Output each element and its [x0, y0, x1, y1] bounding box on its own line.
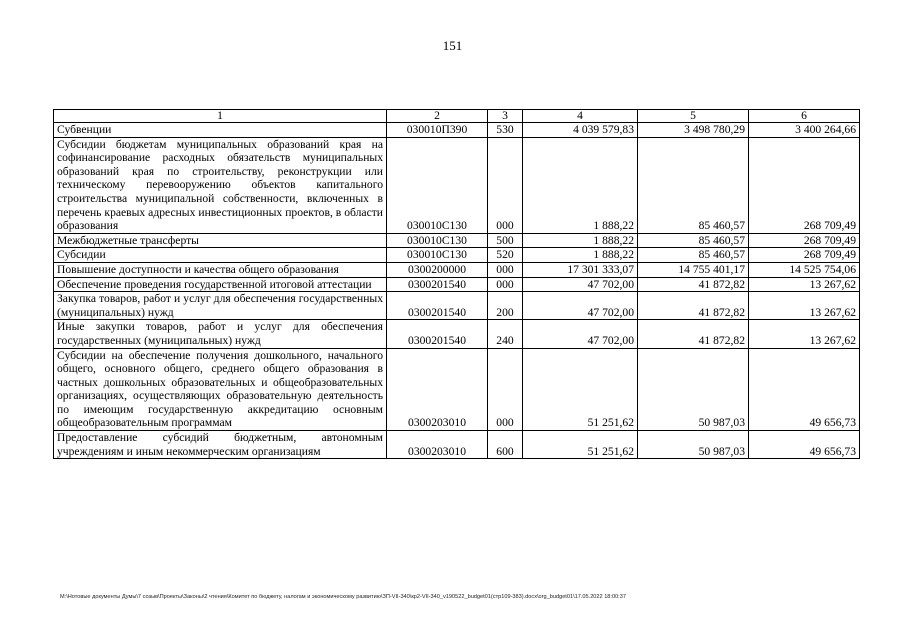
row-expense-type: 520 — [488, 248, 523, 263]
budget-table — [53, 109, 860, 459]
row-name: Субсидии на обеспечение получения дошкольного, начального общего, основного общего, среднего общего образования в частных дошкольных образовательных и общеобразовательных организациях, осуществляющих образовательную деятельность по имеющим государственную аккредитацию основным общеобразовательным программам — [54, 348, 387, 431]
row-code: 0300200000 — [387, 262, 488, 277]
row-value-col6: 268 709,49 — [749, 233, 860, 248]
row-expense-type: 200 — [488, 292, 523, 320]
row-name: Повышение доступности и качества общего образования — [54, 262, 387, 277]
row-value-col4: 1 888,22 — [523, 248, 638, 263]
row-code: 030010С130 — [387, 233, 488, 248]
table-row — [54, 320, 860, 348]
row-value-col5: 85 460,57 — [638, 137, 749, 233]
row-value-col4: 51 251,62 — [523, 431, 638, 459]
row-value-col6: 49 656,73 — [749, 431, 860, 459]
row-value-col4: 17 301 333,07 — [523, 262, 638, 277]
row-value-col6: 13 267,62 — [749, 277, 860, 292]
row-expense-type: 530 — [488, 123, 523, 138]
row-expense-type: 600 — [488, 431, 523, 459]
row-name: Закупка товаров, работ и услуг для обеспечения государственных (муниципальных) нужд — [54, 292, 387, 320]
row-value-col6: 268 709,49 — [749, 137, 860, 233]
row-value-col5: 50 987,03 — [638, 348, 749, 431]
header-cell: 6 — [749, 110, 860, 123]
row-code: 0300203010 — [387, 431, 488, 459]
row-expense-type: 240 — [488, 320, 523, 348]
row-value-col4: 1 888,22 — [523, 137, 638, 233]
row-expense-type: 000 — [488, 137, 523, 233]
row-value-col5: 50 987,03 — [638, 431, 749, 459]
header-cell: 2 — [387, 110, 488, 123]
row-code: 0300201540 — [387, 320, 488, 348]
row-code: 0300201540 — [387, 292, 488, 320]
table-row — [54, 137, 860, 233]
row-code: 030010С130 — [387, 248, 488, 263]
row-code: 030010С130 — [387, 137, 488, 233]
table-row — [54, 277, 860, 292]
table-header-row — [54, 110, 860, 123]
row-expense-type: 000 — [488, 262, 523, 277]
header-cell: 5 — [638, 110, 749, 123]
row-value-col4: 47 702,00 — [523, 320, 638, 348]
table-row — [54, 248, 860, 263]
row-value-col5: 85 460,57 — [638, 248, 749, 263]
row-name: Обеспечение проведения государственной итоговой аттестации — [54, 277, 387, 292]
row-expense-type: 500 — [488, 233, 523, 248]
row-code: 0300201540 — [387, 277, 488, 292]
row-name: Субсидии бюджетам муниципальных образований края на софинансирование расходных обязательств муниципальных образований края по строительству, реконструкции или техническому перевооружению объектов капитального строительства муниципальной собственности, включенных в перечень краевых адресных инвестиционных проектов, в области образования — [54, 137, 387, 233]
table-row — [54, 262, 860, 277]
header-cell: 4 — [523, 110, 638, 123]
row-value-col6: 268 709,49 — [749, 248, 860, 263]
header-cell: 1 — [54, 110, 387, 123]
row-expense-type: 000 — [488, 277, 523, 292]
row-value-col6: 13 267,62 — [749, 320, 860, 348]
row-name: Иные закупки товаров, работ и услуг для обеспечения государственных (муниципальных) нужд — [54, 320, 387, 348]
row-value-col6: 49 656,73 — [749, 348, 860, 431]
page-number: 151 — [442, 38, 463, 53]
row-expense-type: 000 — [488, 348, 523, 431]
row-name: Субвенции — [54, 123, 387, 138]
table-row — [54, 123, 860, 138]
row-name: Межбюджетные трансферты — [54, 233, 387, 248]
row-value-col4: 47 702,00 — [523, 277, 638, 292]
row-value-col5: 41 872,82 — [638, 320, 749, 348]
table-row — [54, 292, 860, 320]
row-value-col4: 4 039 579,83 — [523, 123, 638, 138]
table-row — [54, 233, 860, 248]
row-code: 030010П390 — [387, 123, 488, 138]
row-name: Субсидии — [54, 248, 387, 263]
row-value-col6: 3 400 264,66 — [749, 123, 860, 138]
table-row — [54, 431, 860, 459]
row-value-col6: 13 267,62 — [749, 292, 860, 320]
row-value-col6: 14 525 754,06 — [749, 262, 860, 277]
table-row — [54, 348, 860, 431]
row-value-col5: 3 498 780,29 — [638, 123, 749, 138]
row-value-col4: 1 888,22 — [523, 233, 638, 248]
row-value-col5: 14 755 401,17 — [638, 262, 749, 277]
row-value-col5: 41 872,82 — [638, 292, 749, 320]
row-value-col4: 47 702,00 — [523, 292, 638, 320]
row-value-col5: 85 460,57 — [638, 233, 749, 248]
row-name: Предоставление субсидий бюджетным, автономным учреждениям и иным некоммерческим организациям — [54, 431, 387, 459]
document-file-path: M:\Нотовые документы Думы\7 созыв\Проекты\Законы\2 чтения\Комитет по бюджету, налогам и экономическому развитию\ЗП-VII-340\кр2-VII-340_v190522_budget01(стр109-383).docx\org_budget01\17.05.2022 18:00:37 — [60, 594, 626, 600]
header-cell: 3 — [488, 110, 523, 123]
row-value-col5: 41 872,82 — [638, 277, 749, 292]
row-value-col4: 51 251,62 — [523, 348, 638, 431]
row-code: 0300203010 — [387, 348, 488, 431]
